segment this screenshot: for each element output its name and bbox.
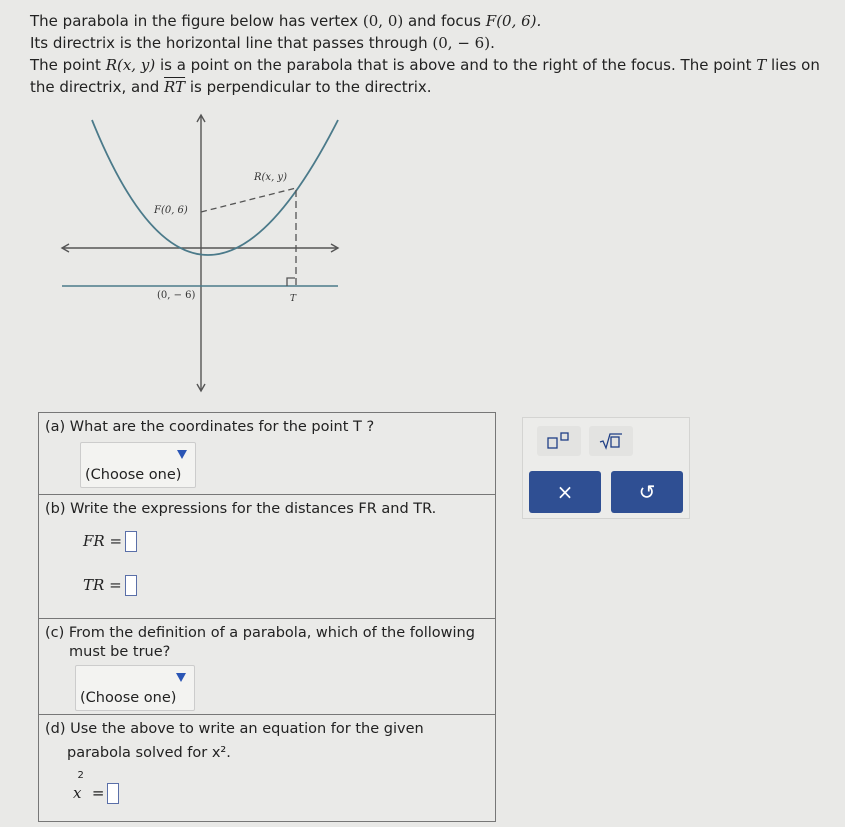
question-c-line2: must be true?	[69, 644, 171, 660]
parabola-curve	[92, 120, 338, 255]
x-squared-answer-input[interactable]	[107, 783, 119, 804]
dropdown-label: (Choose one)	[85, 467, 182, 483]
question-b-text: (b) Write the expressions for the distances FR and TR.	[45, 501, 437, 517]
x-variable: x	[73, 784, 82, 802]
section-d	[39, 715, 495, 821]
label-f: F(0, 6)	[154, 205, 188, 216]
label-t: T	[290, 294, 297, 304]
exponent: 2	[77, 770, 84, 781]
sqrt-button[interactable]	[589, 426, 633, 456]
section-c	[39, 619, 495, 715]
intro-line-3: The point R(x, y) is a point on the parabola that is above and to the right of the focus. The point T lies on	[30, 56, 820, 74]
question-a-text: (a) What are the coordinates for the point T ?	[45, 419, 375, 435]
superscript-icon	[546, 432, 572, 450]
tr-label: TR =	[83, 576, 122, 594]
fr-answer-input[interactable]	[125, 531, 137, 552]
fr-equation	[83, 531, 137, 552]
superscript-button[interactable]	[537, 426, 581, 456]
coordinates-dropdown[interactable]	[80, 442, 196, 488]
math-toolbar	[522, 417, 690, 519]
clear-button[interactable]	[529, 471, 601, 513]
question-c-line1: (c) From the definition of a parabola, which of the following	[45, 625, 475, 641]
right-angle-mark	[287, 278, 295, 286]
definition-dropdown[interactable]	[75, 665, 195, 711]
parabola-graph	[44, 108, 354, 398]
question-d-line1: (d) Use the above to write an equation for the given	[45, 721, 424, 737]
close-icon: ×	[556, 480, 574, 504]
label-directrix-point: (0, − 6)	[157, 290, 196, 301]
problem-statement	[30, 10, 830, 98]
question-panel	[38, 412, 496, 822]
section-b	[39, 495, 495, 619]
dropdown-label: (Choose one)	[80, 690, 177, 706]
section-a	[39, 413, 495, 495]
label-r: R(x, y)	[254, 172, 287, 183]
tr-answer-input[interactable]	[125, 575, 137, 596]
intro-line-4: the directrix, and $\overline{RT}$ is perpendicular to the directrix.	[30, 78, 432, 96]
equals-sign: =	[91, 784, 105, 802]
tr-equation	[83, 575, 137, 596]
intro-line-1: The parabola in the figure below has vertex (0, 0) and focus F(0, 6).	[30, 12, 542, 30]
undo-icon: ↺	[638, 480, 656, 504]
undo-button[interactable]	[611, 471, 683, 513]
fr-label: FR =	[83, 532, 123, 550]
intro-line-2: Its directrix is the horizontal line that passes through (0, − 6).	[30, 34, 495, 52]
sqrt-icon	[598, 432, 624, 450]
dropdown-caret-icon	[176, 673, 186, 682]
dropdown-caret-icon	[177, 450, 187, 459]
question-d-line2: parabola solved for x².	[67, 745, 231, 761]
x-squared-equation	[73, 770, 119, 804]
